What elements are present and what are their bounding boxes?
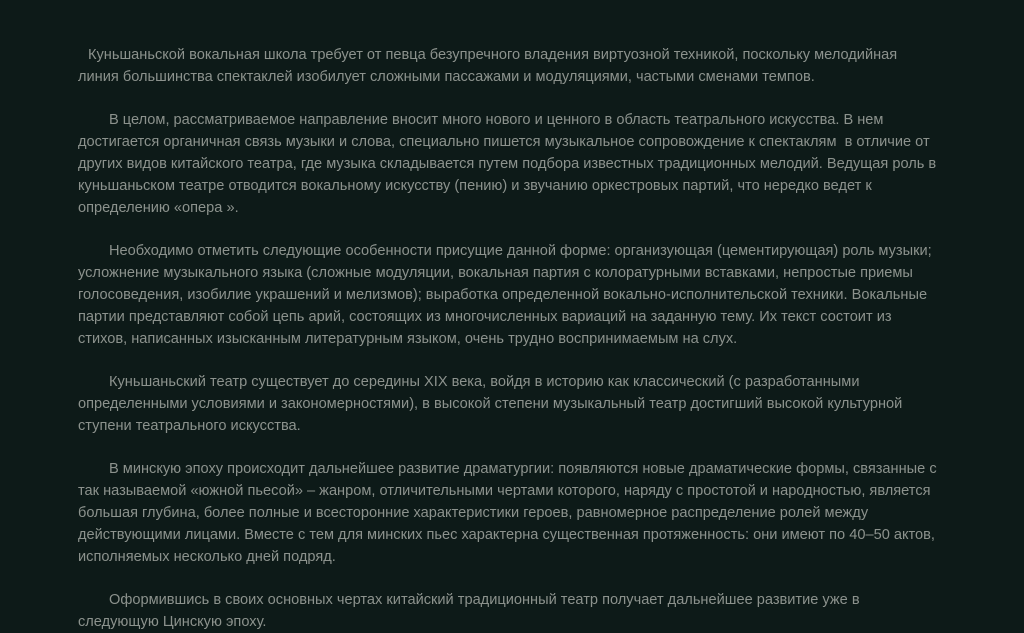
paragraph-direction-overview: В целом, рассматриваемое направление вносит много нового и ценного в область театрального искусства. В нем достигается органичная связь музыки и слова, специально пишется музыкальное сопровождение к спектаклям в отличие от других видов китайского театра, где музыка складывается путем подбора известных традиционных мелодий. Ведущая роль в куньшаньском театре отводится вокальному искусству (пению) и звучанию оркестровых партий, что нередко ведет к определению «опера ». <box>78 112 941 216</box>
paragraph-kunshan-vocal-school: Куньшаньской вокальная школа требует от певца безупречного владения виртуозной техникой, поскольку мелодийная линия большинства спектаклей изобилует сложными пассажами и модуляциями, частыми сменами темпов. <box>78 47 902 85</box>
paragraph-form-features: Необходимо отметить следующие особенности присущие данной форме: организующая (цементирующая) роль музыки; усложнение музыкального языка (сложные модуляции, вокальная партия с колоратурными вставками, непростые приемы голосоведения, изобилие украшений и мелизмов); выработка определенной вокально-исполнительской техники. Вокальные партии представляют собой цепь арий, состоящих из многочисленных вариаций на заданную тему. Их текст состоит из стихов, написанных изысканным литературным языком, очень трудно воспринимаемым на слух. <box>78 243 936 347</box>
paragraph-ming-era-drama: В минскую эпоху происходит дальнейшее развитие драматургии: появляются новые драматические формы, связанные с так называемой «южной пьесой» – жанром, отличительными чертами которого, наряду с простотой и народностью, является большая глубина, более полные и всесторонние характеристики героев, равномерное распределение ролей между действующими лицами. Вместе с тем для минских пьес характерна существенная протяженность: они имеют по 40–50 актов, исполняемых несколько дней подряд. <box>78 461 941 565</box>
paragraph-qing-era: Оформившись в своих основных чертах китайский традиционный театр получает дальнейшее развитие уже в следующую Цинскую эпоху. <box>78 592 864 630</box>
paragraph-kunshan-theatre-history: Куньшаньский театр существует до середины XIX века, войдя в историю как классический (с разработанными определенными условиями и закономерностями), в высокой степени музыкальный театр достигший высокой культурной ступени театрального искусства. <box>78 374 907 434</box>
